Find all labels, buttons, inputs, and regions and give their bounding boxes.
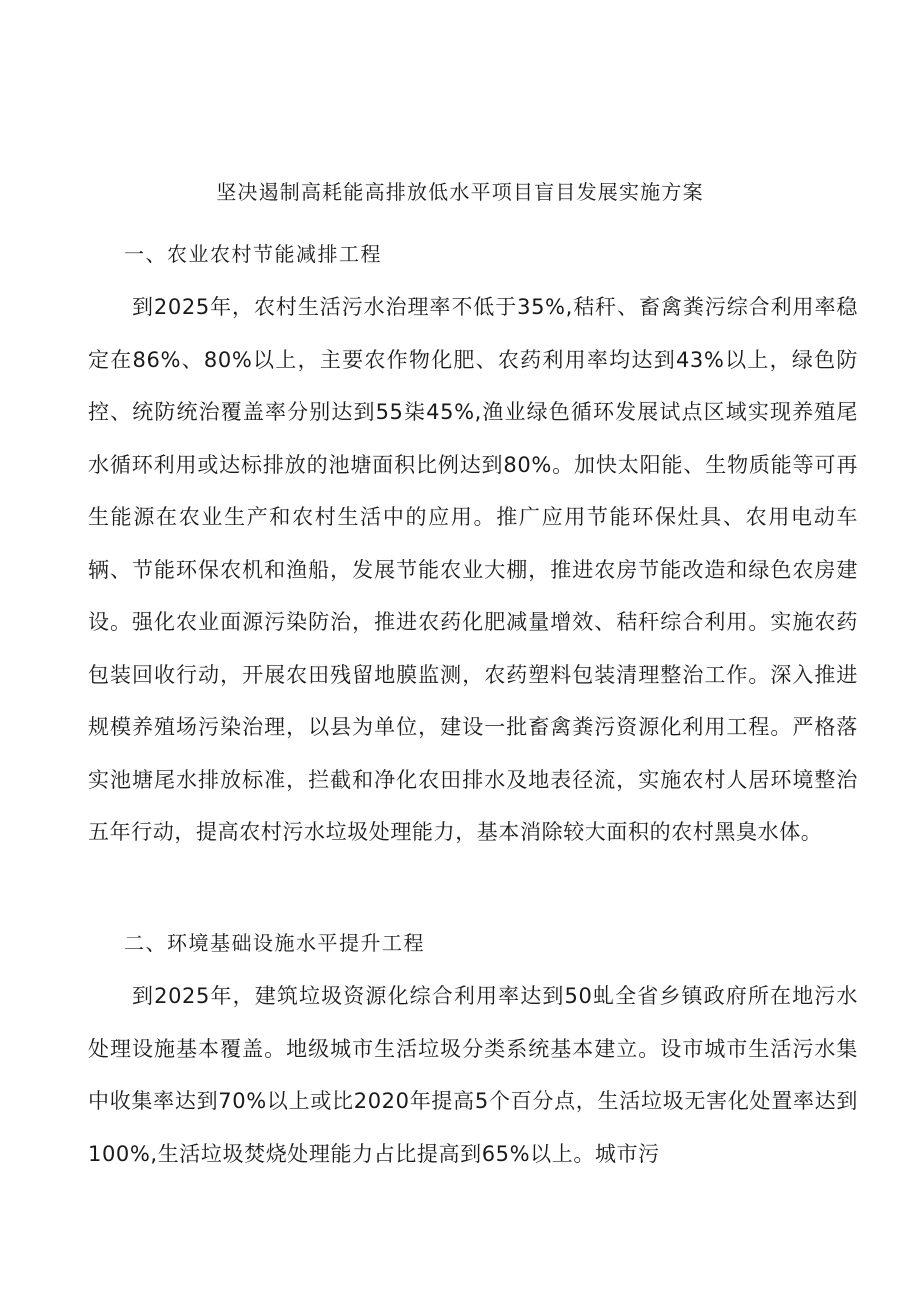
section-paragraph-infrastructure: 到2025年，建筑垃圾资源化综合利用率达到50虬全省乡镇政府所在地污水处理设施基本覆盖。地级城市生活垃圾分类系统基本建立。设市城市生活污水集中收集率达到70%以上或比2020年提高5个百分点，生活垃圾无害化处置率达到100%,生活垃圾焚烧处理能力占比提高到65%以上。城市污 [88, 984, 858, 1166]
section-heading-agriculture: 一、农业农村节能减排工程 [124, 242, 382, 266]
section-heading-infrastructure: 二、环境基础设施水平提升工程 [124, 931, 425, 955]
section-paragraph-agriculture: 到2025年，农村生活污水治理率不低于35%,秸秆、畜禽粪污综合利用率稳定在86%、80%以上，主要农作物化肥、农药利用率均达到43%以上，绿色防控、统防统治覆盖率分别达到55柒45%,渔业绿色循环发展试点区域实现养殖尾水循环利用或达标排放的池塘面积比例达到80%。加快太阳能、生物质能等可再生能源在农业生产和农村生活中的应用。推广应用节能环保灶具、农用电动车辆、节能环保农机和渔船，发展节能农业大棚，推进农房节能改造和绿色农房建设。强化农业面源污染防治，推进农药化肥减量增效、秸秆综合利用。实施农药包装回收行动，开展农田残留地膜监测，农药塑料包装清理整治工作。深入推进规模养殖场污染治理，以县为单位，建设一批畜禽粪污资源化利用工程。严格落实池塘尾水排放标准，拦截和净化农田排水及地表径流，实施农村人居环境整治五年行动，提高农村污水垃圾处理能力，基本消除较大面积的农村黑臭水体。 [88, 295, 858, 844]
document-title: 坚决遏制高耗能高排放低水平项目盲目发展实施方案 [216, 180, 704, 204]
